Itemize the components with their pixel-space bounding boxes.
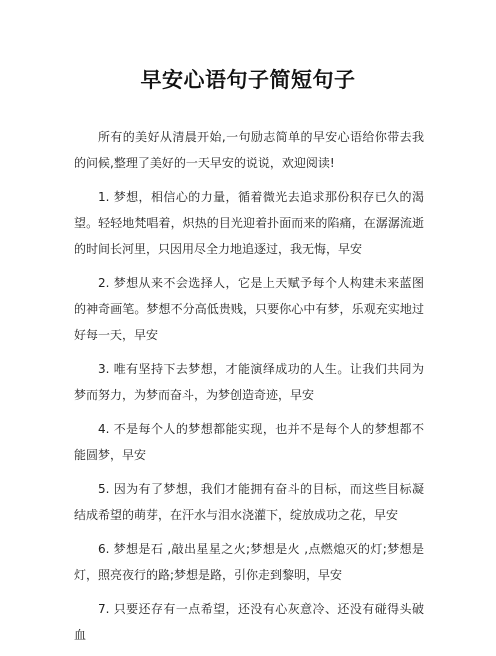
quote-paragraph-5: 5. 因为有了梦想，我们才能拥有奋斗的目标，而这些目标凝结成希望的萌芽，在汗水与泪水浇灌下，绽放成功之花，早安 <box>74 482 424 522</box>
quote-paragraph-4: 4. 不是每个人的梦想都能实现，也并不是每个人的梦想都不能圆梦，早安 <box>74 422 424 462</box>
quote-paragraph-7: 7. 只要还存有一点希望，还没有心灰意冷、还没有碰得头破血 <box>74 602 424 642</box>
quote-paragraph-1: 1. 梦想，相信心的力量，循着微光去追求那份积存已久的渴望。轻轻地梵唱着，炽热的目光迎着扑面而来的陷痛，在潺潺流逝的时间长河里，只因用尽全力地追逐过，我无悔，早安 <box>74 190 424 256</box>
quote-paragraph-2: 2. 梦想从来不会选择人，它是上天赋予每个人构建未来蓝图的神奇画笔。梦想不分高低贵贱，只要你心中有梦，乐观充实地过好每一天，早安 <box>74 276 424 342</box>
quote-paragraph-6: 6. 梦想是石 ,敲出星星之火;梦想是火 ,点燃熄灭的灯;梦想是灯，照亮夜行的路;梦想是路，引你走到黎明，早安 <box>74 542 424 582</box>
article-title: 早安心语句子简短句子 <box>140 68 356 92</box>
article-body <box>74 124 424 656</box>
quote-paragraph-3: 3. 唯有坚持下去梦想，才能演绎成功的人生。让我们共同为梦而努力，为梦而奋斗，为梦创造奇迹，早安 <box>74 362 424 402</box>
intro-paragraph: 所有的美好从清晨开始,一句励志简单的早安心语给你带去我的问候,整理了美好的一天早安的说说，欢迎阅读! <box>74 130 424 170</box>
